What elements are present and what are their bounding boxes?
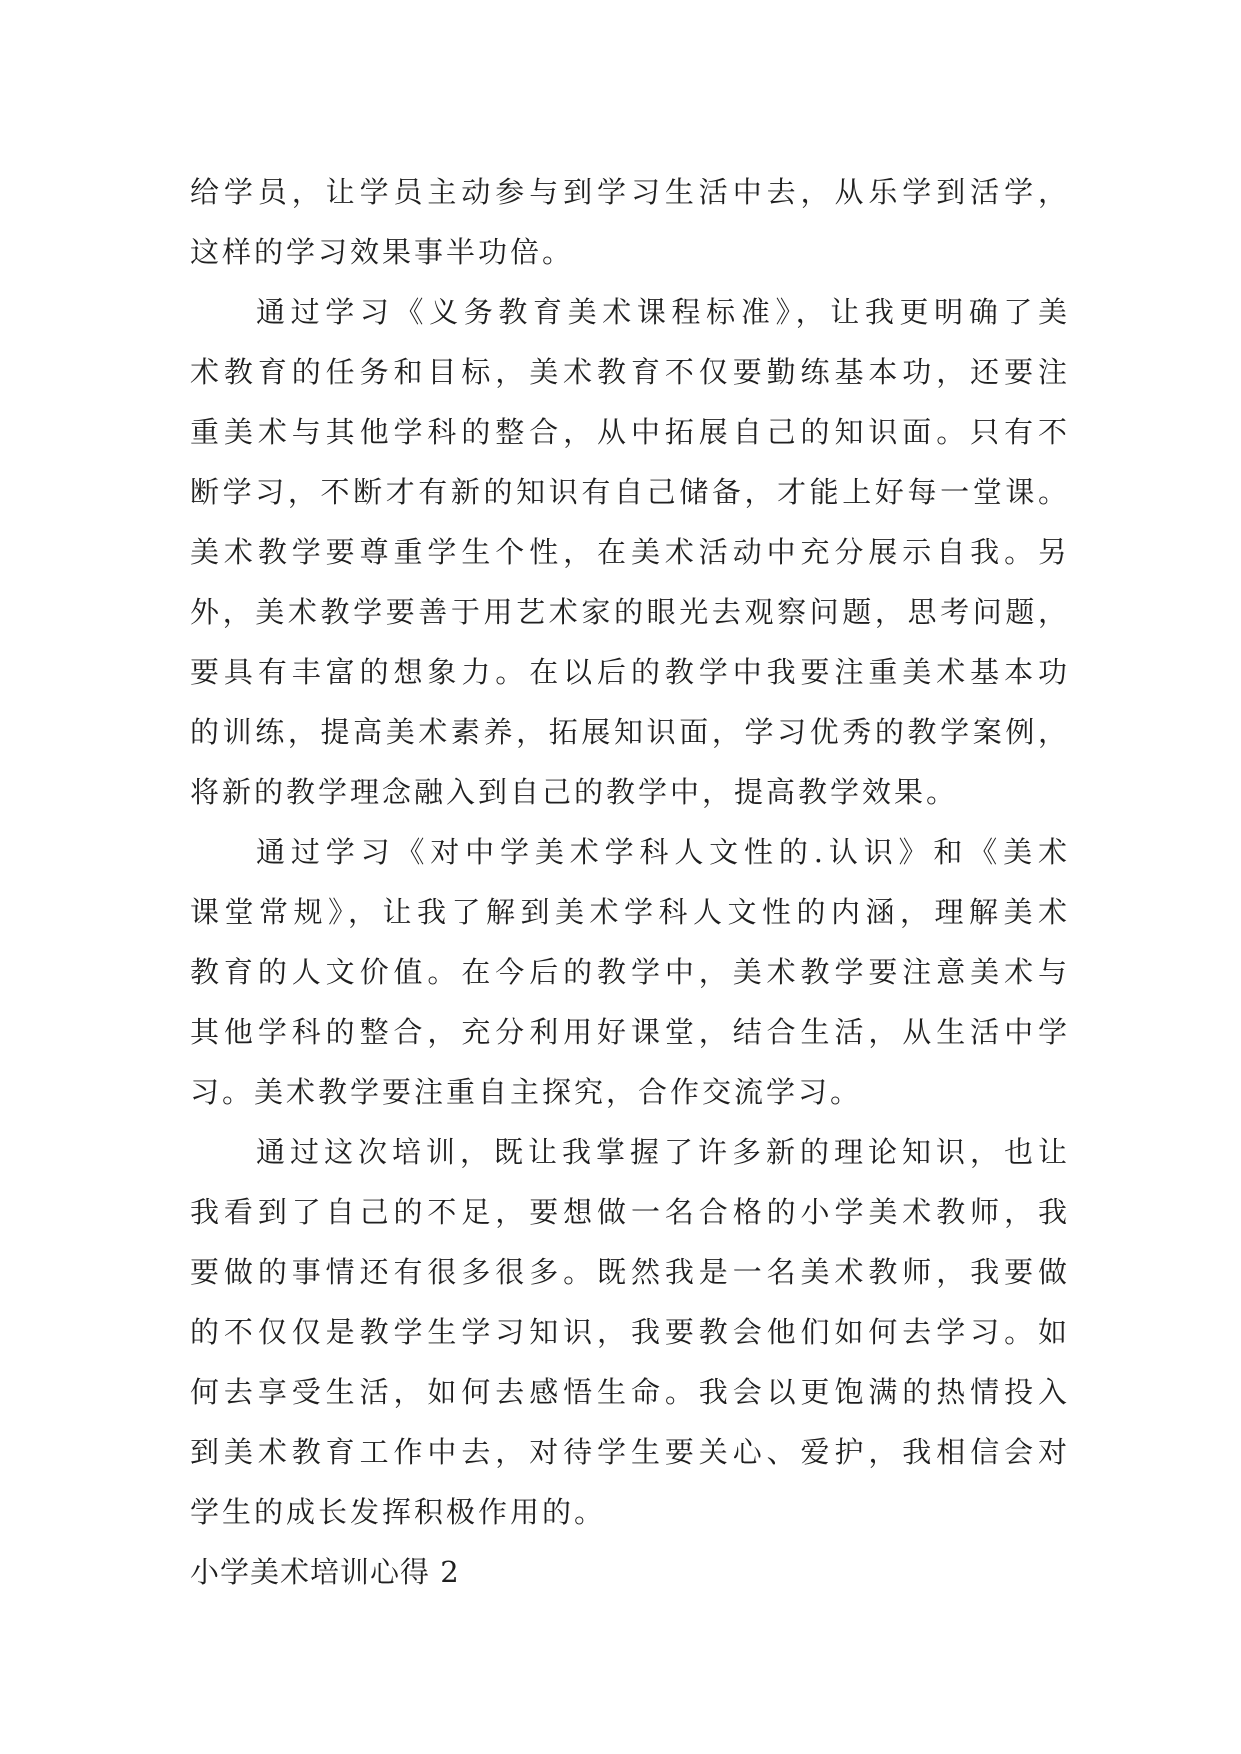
paragraph-1	[190, 162, 1070, 282]
text-line: 将新的教学理念融入到自己的教学中，提高教学效果。	[190, 775, 959, 809]
text-line: 美术教学要尊重学生个性，在美术活动中充分展示自我。另	[190, 535, 1070, 569]
text-line: 这样的学习效果事半功倍。	[190, 235, 575, 269]
text-line: 通过这次培训，既让我掌握了许多新的理论知识，也让	[256, 1135, 1070, 1169]
text-line: 教育的人文价值。在今后的教学中，美术教学要注意美术与	[190, 955, 1070, 989]
text-line: 外，美术教学要善于用艺术家的眼光去观察问题，思考问题，	[190, 595, 1070, 629]
text-line: 的训练，提高美术素养，拓展知识面，学习优秀的教学案例，	[190, 715, 1070, 749]
text-line: 要做的事情还有很多很多。既然我是一名美术教师，我要做	[190, 1255, 1070, 1289]
document-body	[190, 162, 1070, 1602]
paragraph-3	[190, 822, 1070, 1122]
text-line: 给学员，让学员主动参与到学习生活中去，从乐学到活学，	[190, 175, 1070, 209]
text-line: 的不仅仅是教学生学习知识，我要教会他们如何去学习。如	[190, 1315, 1070, 1349]
text-line: 我看到了自己的不足，要想做一名合格的小学美术教师，我	[190, 1195, 1070, 1229]
text-line: 通过学习《义务教育美术课程标准》，让我更明确了美	[256, 295, 1070, 329]
text-line: 术教育的任务和目标，美术教育不仅要勤练基本功，还要注	[190, 355, 1070, 389]
text-line: 学生的成长发挥积极作用的。	[190, 1495, 607, 1529]
section-heading: 小学美术培训心得 2	[190, 1555, 460, 1589]
text-line: 要具有丰富的想象力。在以后的教学中我要注重美术基本功	[190, 655, 1070, 689]
text-line: 通过学习《对中学美术学科人文性的.认识》和《美术	[256, 835, 1070, 869]
text-line: 习。美术教学要注重自主探究，合作交流学习。	[190, 1075, 863, 1109]
text-line: 到美术教育工作中去，对待学生要关心、爱护，我相信会对	[190, 1435, 1070, 1469]
text-line: 重美术与其他学科的整合，从中拓展自己的知识面。只有不	[190, 415, 1070, 449]
paragraph-4	[190, 1122, 1070, 1542]
text-line: 其他学科的整合，充分利用好课堂，结合生活，从生活中学	[190, 1015, 1070, 1049]
text-line: 断学习，不断才有新的知识有自己储备，才能上好每一堂课。	[190, 475, 1070, 509]
paragraph-2	[190, 282, 1070, 822]
text-line: 课堂常规》，让我了解到美术学科人文性的内涵，理解美术	[190, 895, 1070, 929]
text-line: 何去享受生活，如何去感悟生命。我会以更饱满的热情投入	[190, 1375, 1070, 1409]
